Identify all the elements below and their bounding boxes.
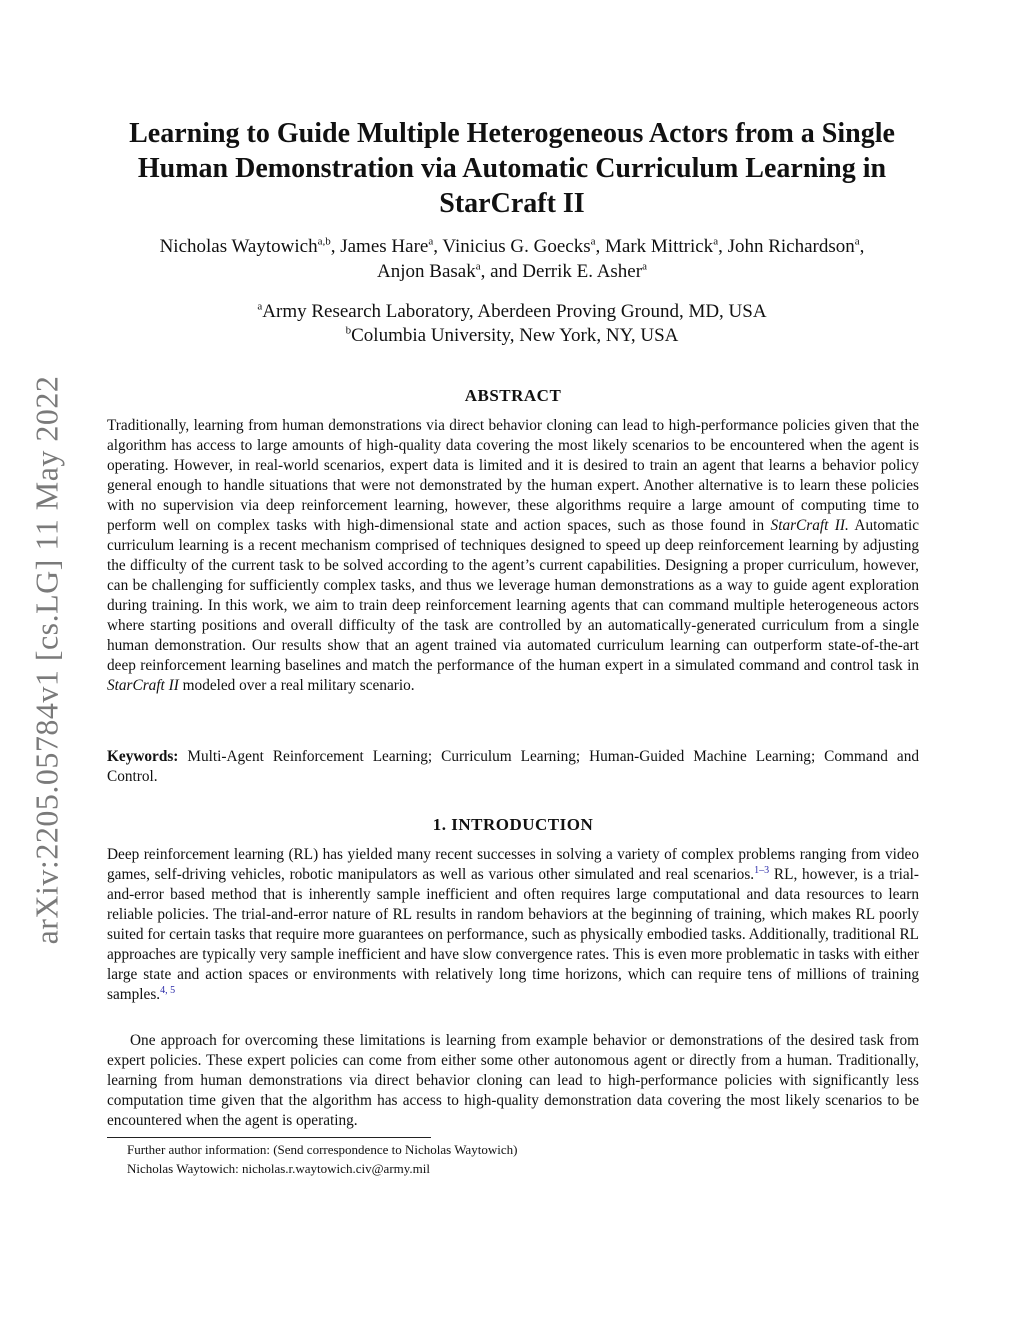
abstract-heading: ABSTRACT [464,386,562,405]
author-3: Vinicius G. Goecks$^a$ [442,235,596,257]
keywords-label: Keywords: [107,748,179,765]
paper-title: Learning to Guide Multiple Heterogeneous Actors from a Single Human Demonstration via Automatic Curriculum Learning in StarCraft II [129,118,895,219]
introduction-paragraph-2: One approach for overcoming these limitations is learning from example behavior or demonstrations of the desired task from expert policies. These expert policies can come from either some other autonomous agent or directly from a human. Traditionally, learning from human demonstrations via direct behavior cloning can lead to high-performance policies with significantly less computation time given that the algorithm has access to high-quality demonstration data covering the most likely scenarios to be encountered when the agent is operating. [107,1032,919,1129]
author-list: Nicholas Waytowich$^{a,b}$, James Hare$^a$, Vinicius G. Goecks$^a$, Mark Mittrick$^a$, John Richardson$^a$, Anjon Basak$^a$, and Derrik E. Asher$^a$ [159,235,865,282]
citation-link[interactable]: 4, 5 [160,984,176,996]
keywords [107,747,919,787]
author-4: Mark Mittrick$^a$ [605,235,719,257]
footnote-contact-email: Nicholas Waytowich: nicholas.r.waytowich.civ@army.mil [127,1161,430,1176]
arxiv-identifier-stamp: arXiv:2205.05784v1 [cs.LG] 11 May 2022 [28,375,65,945]
footnote-author-info: Further author information: (Send correspondence to Nicholas Waytowich) [127,1142,518,1157]
introduction-heading: 1. INTRODUCTION [432,815,594,834]
author-2: James Hare$^a$ [340,235,434,257]
keywords-list: Multi-Agent Reinforcement Learning; Curriculum Learning; Human-Guided Machine Learning; Command and Control. [107,748,919,785]
affiliation-b: $^b$Columbia University, New York, NY, USA [345,324,679,346]
citation-link[interactable]: 1–3 [754,864,770,876]
footnote-divider [107,1137,431,1138]
author-1: Nicholas Waytowich$^{a,b}$ [159,235,331,257]
author-6: Anjon Basak$^a$ [377,260,481,282]
affiliation-a: $^a$Army Research Laboratory, Aberdeen Proving Ground, MD, USA [257,300,767,322]
author-7: Derrik E. Asher$^a$ [522,260,647,282]
introduction-paragraph-1: Deep reinforcement learning (RL) has yielded many recent successes in solving a variety of complex problems ranging from video games, self-driving vehicles, robotic manipulators as well as various other simulated and real scenarios.$^{1-3}$ RL, however, is a trial-and-error based method that is inherently sample inefficient and often requires large computational and data resources to learn reliable policies. The trial-and-error nature of RL results in random behaviors at the beginning of training, which makes RL poorly suited for certain tasks that require more guarantees on performance, such as physically embodied tasks. Additionally, traditional RL approaches are typically very sample inefficient and have slow convergence rates. This is even more problematic in tasks with either large state and action spaces or environments with relatively long time horizons, which can require tens of millions of training samples.$^{4, 5}$ [107,846,919,1003]
author-5: John Richardson$^a$ [727,235,860,257]
abstract-paragraph: Traditionally, learning from human demonstrations via direct behavior cloning can lead to high-performance policies given that the algorithm has access to large amounts of high-quality data covering the most likely scenarios to be encountered when the agent is operating. However, in real-world scenarios, expert data is limited and it is desired to train an agent that learns a behavior policy general enough to handle situations that were not demonstrated by the human expert. Another alternative is to learn these policies with no supervision via deep reinforcement learning, however, these algorithms require a large amount of computing time to perform well on complex tasks with high-dimensional state and action spaces, such as those found in StarCraft II. Automatic curriculum learning is a recent mechanism comprised of techniques designed to speed up deep reinforcement learning by adjusting the difficulty of the current task to be solved according to the agent’s current capabilities. Designing a proper curriculum, however, can be challenging for sufficiently complex tasks, and thus we leverage human demonstrations as a way to guide agent exploration during training. In this work, we aim to train deep reinforcement learning agents that can command multiple heterogeneous actors where starting positions and overall difficulty of the task are controlled by an automatically-generated curriculum from a single human demonstration. Our results show that an agent trained via automated curriculum learning can outperform state-of-the-art deep reinforcement learning baselines and match the performance of the human expert in a simulated command and control task in StarCraft II modeled over a real military scenario. [107,417,920,694]
